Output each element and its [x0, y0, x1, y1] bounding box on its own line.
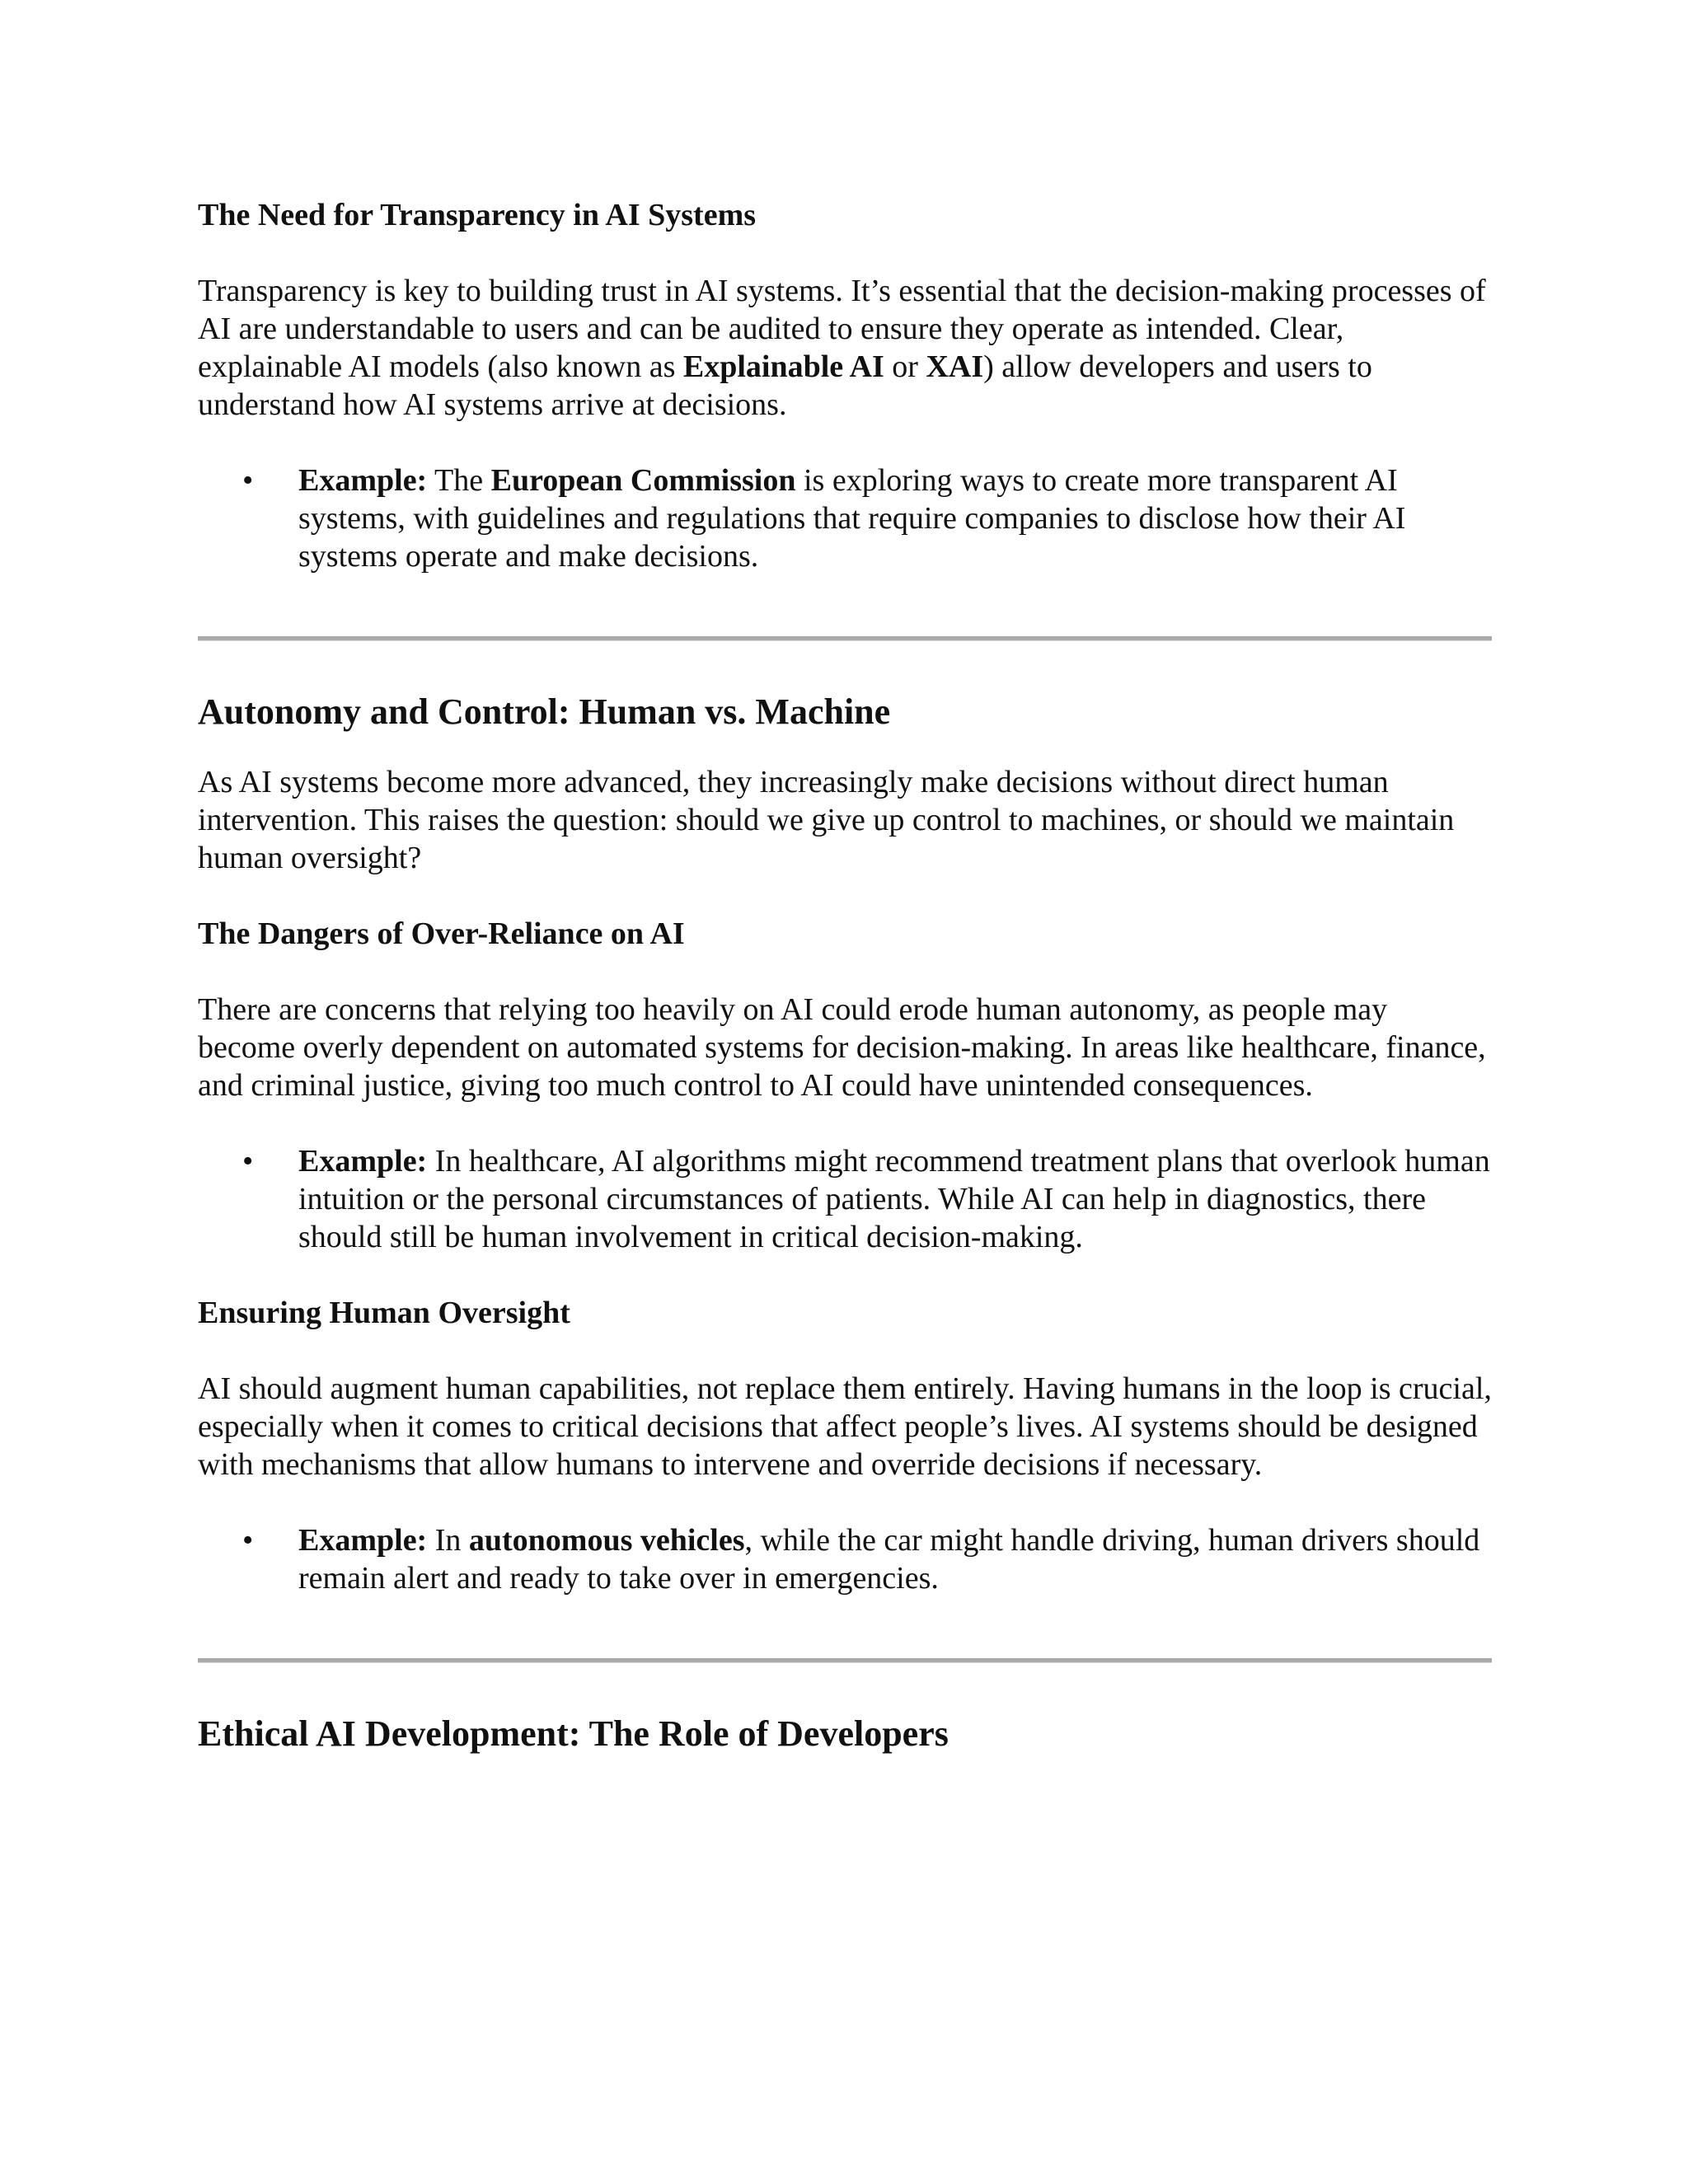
- section-heading-transparency: The Need for Transparency in AI Systems: [198, 198, 757, 232]
- example-list: [198, 1521, 1492, 1597]
- subheading-human-oversight: Ensuring Human Oversight: [198, 1296, 570, 1330]
- text-run: ) allow developers and users to understand how AI systems arrive at decisions.: [198, 349, 1372, 422]
- text-run: , while the car might handle driving, human drivers should remain alert and ready to take over in emergencies.: [298, 1523, 1480, 1596]
- list-item: [198, 1521, 1492, 1597]
- document-page: [198, 196, 1492, 1755]
- list-item: [198, 462, 1492, 575]
- section-heading-ethical-development: Ethical AI Development: The Role of Developers: [198, 1713, 949, 1754]
- example-label: Example:: [298, 463, 428, 498]
- paragraph-autonomy-intro: As AI systems become more advanced, they increasingly make decisions without direct human intervention. This raises the question: should we give up control to machines, or should we maintain human oversight?: [198, 765, 1455, 875]
- text-run: The: [427, 463, 491, 498]
- bold-term-autonomous-vehicles: autonomous vehicles: [468, 1523, 745, 1558]
- section-heading-autonomy: Autonomy and Control: Human vs. Machine: [198, 691, 891, 732]
- example-label: Example:: [298, 1523, 428, 1558]
- text-run: In: [427, 1523, 469, 1558]
- example-label: Example:: [298, 1144, 428, 1179]
- subheading-over-reliance: The Dangers of Over-Reliance on AI: [198, 916, 685, 951]
- example-list: [198, 462, 1492, 575]
- bullet-icon: •: [242, 1523, 254, 1558]
- bullet-icon: •: [242, 463, 254, 498]
- bold-term-explainable-ai: Explainable AI: [682, 349, 884, 384]
- section-divider: [198, 636, 1492, 641]
- text-run: is exploring ways to create more transparent AI systems, with guidelines and regulations that require companies to disclose how their AI systems operate and make decisions.: [298, 463, 1406, 574]
- example-list: [198, 1142, 1492, 1256]
- paragraph-transparency: [198, 272, 1492, 424]
- text-run: or: [884, 349, 926, 384]
- paragraph-human-oversight: AI should augment human capabilities, not replace them entirely. Having humans in the loop is crucial, especially when it comes to critical decisions that affect people’s lives. AI systems should be designed with mechanisms that allow humans to intervene and override decisions if necessary.: [198, 1371, 1492, 1482]
- bold-term-xai: XAI: [926, 349, 984, 384]
- list-item: [198, 1142, 1492, 1256]
- bullet-icon: •: [242, 1144, 254, 1179]
- bold-term-european-commission: European Commission: [490, 463, 796, 498]
- text-run: In healthcare, AI algorithms might recommend treatment plans that overlook human intuition or the personal circumstances of patients. While AI can help in diagnostics, there should still be human involvement in critical decision-making.: [298, 1144, 1490, 1254]
- text-run: Transparency is key to building trust in AI systems. It’s essential that the decision-making processes of AI are understandable to users and can be audited to ensure they operate as intended. Clear, explainable AI models (also known as: [198, 274, 1486, 384]
- section-divider: [198, 1658, 1492, 1663]
- paragraph-over-reliance: There are concerns that relying too heavily on AI could erode human autonomy, as people may become overly dependent on automated systems for decision-making. In areas like healthcare, finance, and criminal justice, giving too much control to AI could have unintended consequences.: [198, 992, 1486, 1103]
